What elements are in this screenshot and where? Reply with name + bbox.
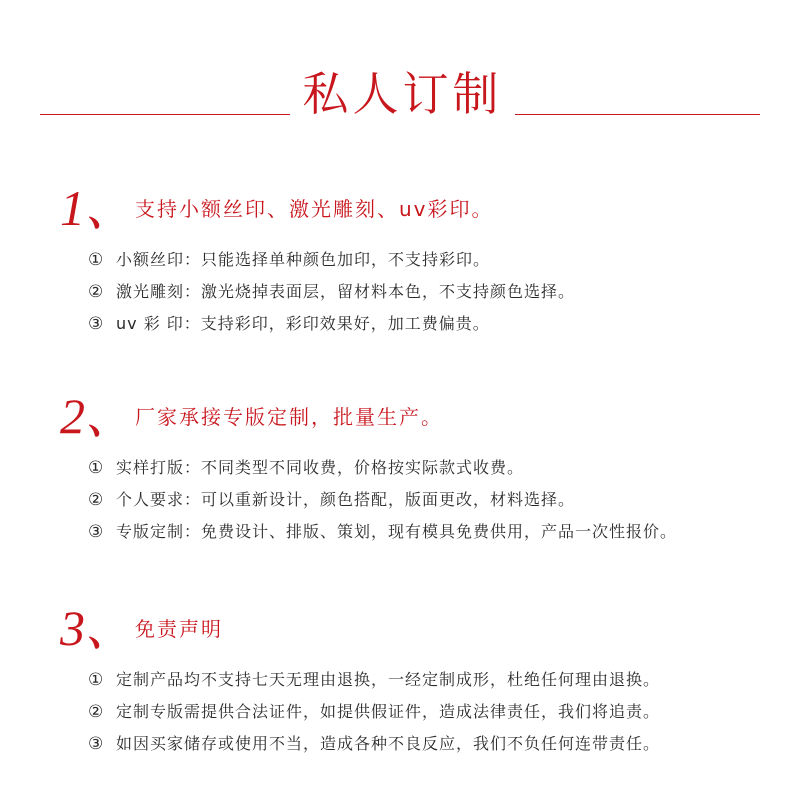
item-text: 定制产品均不支持七天无理由退换，一经定制成形，杜绝任何理由退换。 xyxy=(116,670,661,689)
section-title: 厂家承接专版定制，批量生产。 xyxy=(135,405,443,429)
page-header xyxy=(0,60,800,130)
section-title: 支持小额丝印、激光雕刻、uv彩印。 xyxy=(135,197,494,221)
item-text: 激光雕刻：激光烧掉表面层，留材料本色，不支持颜色选择。 xyxy=(116,282,576,301)
header-divider-left xyxy=(40,114,290,115)
list-item xyxy=(0,308,800,340)
item-list xyxy=(0,244,800,340)
item-text: 小额丝印：只能选择单种颜色加印，不支持彩印。 xyxy=(116,250,491,269)
section-number: 1、 xyxy=(60,180,135,236)
section-heading xyxy=(0,180,800,236)
section-number: 3、 xyxy=(60,600,135,656)
section-heading xyxy=(0,388,800,444)
item-marker: ③ xyxy=(88,734,104,754)
item-marker: ① xyxy=(88,250,104,270)
item-marker: ① xyxy=(88,458,104,478)
item-marker: ② xyxy=(88,702,104,722)
list-item xyxy=(0,244,800,276)
item-marker: ① xyxy=(88,670,104,690)
list-item xyxy=(0,728,800,760)
section-heading xyxy=(0,600,800,656)
page-title: 私人订制 xyxy=(302,67,503,121)
list-item xyxy=(0,516,800,548)
item-text: 个人要求：可以重新设计，颜色搭配，版面更改，材料选择。 xyxy=(116,490,576,509)
item-text: 如因买家储存或使用不当，造成各种不良反应，我们不负任何连带责任。 xyxy=(116,734,661,753)
list-item xyxy=(0,452,800,484)
list-item xyxy=(0,484,800,516)
section-number: 2、 xyxy=(60,388,135,444)
item-marker: ② xyxy=(88,490,104,510)
item-text: uv 彩 印：支持彩印，彩印效果好，加工费偏贵。 xyxy=(116,314,490,333)
header-divider-right xyxy=(515,114,760,115)
section-customization-methods xyxy=(0,180,800,340)
item-marker: ③ xyxy=(88,314,104,334)
section-disclaimer xyxy=(0,600,800,760)
item-list xyxy=(0,664,800,760)
section-factory-custom xyxy=(0,388,800,548)
item-text: 专版定制：免费设计、排版、策划，现有模具免费供用，产品一次性报价。 xyxy=(116,522,678,541)
list-item xyxy=(0,664,800,696)
item-marker: ② xyxy=(88,282,104,302)
section-title: 免责声明 xyxy=(135,617,223,641)
item-text: 实样打版：不同类型不同收费，价格按实际款式收费。 xyxy=(116,458,525,477)
item-list xyxy=(0,452,800,548)
list-item xyxy=(0,276,800,308)
item-marker: ③ xyxy=(88,522,104,542)
item-text: 定制专版需提供合法证件，如提供假证件，造成法律责任，我们将追责。 xyxy=(116,702,661,721)
list-item xyxy=(0,696,800,728)
